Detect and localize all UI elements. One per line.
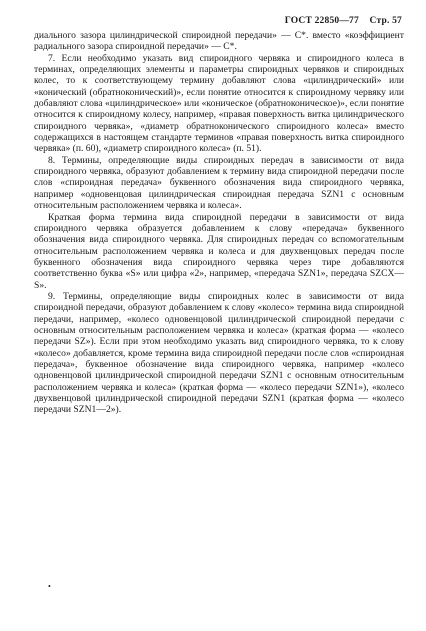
- paragraph-short-form: Краткая форма термина вида спироидной передачи в зависимости от вида спироидного червяка образуется добавлением к слову «передача» буквенного обозначения вида спироидного червяка. Для спироидных передач со вспомогательным относительным расположением червяка и колеса и для двухвенцовых передач после буквенного обозначения вида спироидного червяка через тире добавляются соответственно буква «S» или цифра «2», например, «передача SZN1», передача SZCX—S».: [34, 211, 404, 291]
- page-number: Стр. 57: [369, 16, 402, 26]
- paragraph-continuation: диального зазора цилиндрической спироидной передачи» — C*. вместо «коэффициент радиального зазора спироидной передачи» — C*.: [34, 30, 404, 53]
- stray-mark: •: [48, 582, 51, 591]
- paragraph-item-9: 9. Термины, определяющие виды спироидных колес в зависимости от вида спироидной передачи, образуют добавлением к слову «колесо» термина вида спироидной передачи, например, «колесо одновенцовой цилиндрической спироидной передачи с основным относительным расположением червяка и колеса» (краткая форма — «колесо передачи SZ»). Если при этом необходимо указать вид спироидного червяка, то к слову «колесо» добавляется, кроме термина вида спироидной передачи после слов «спироидная передача», буквенное обозначение вида спироидного червяка, например «колесо одновенцовой цилиндрической спироидной передачи SZN1 с основным относительным расположением червяка и колеса» (краткая форма — «колесо передачи SZN1»), «колесо двухвенцовой цилиндрической спироидной передачи SZN1 (краткая форма — «колесо передачи SZN1—2»).: [34, 290, 404, 416]
- standard-number: ГОСТ 22850—77: [284, 16, 359, 26]
- page-header: [34, 16, 404, 26]
- paragraph-item-7: 7. Если необходимо указать вид спироидного червяка и спироидного колеса в терминах, определяющих элементы и параметры спироидных червяков и спироидных колес, то к соответствующему термину добавляют слова «цилиндрический» или «конический (обратноконический)», если понятие относится к спироидному червяку или добавляют слова «цилиндрическое» или «коническое (обратноконическое)», если понятие относится к спироидному колесу, например, «правая поверхность витка цилиндрического спироидного червяка», «диаметр обратноконического спироидного колеса» вместо содержащихся в настоящем стандарте терминов «правая поверхность витка спироидного червяка» (п. 60), «диаметр спироидного колеса» (п. 51).: [34, 52, 404, 155]
- paragraph-item-8: 8. Термины, определяющие виды спироидных передач в зависимости от вида спироидного червяка, образуют добавлением к термину вида спироидной передачи после слов «спироидная передача» буквенного обозначения вида спироидного червяка, например «одновенцовая цилиндрическая спироидная передача SZN1 с основным относительным расположением червяка и колеса».: [34, 154, 404, 212]
